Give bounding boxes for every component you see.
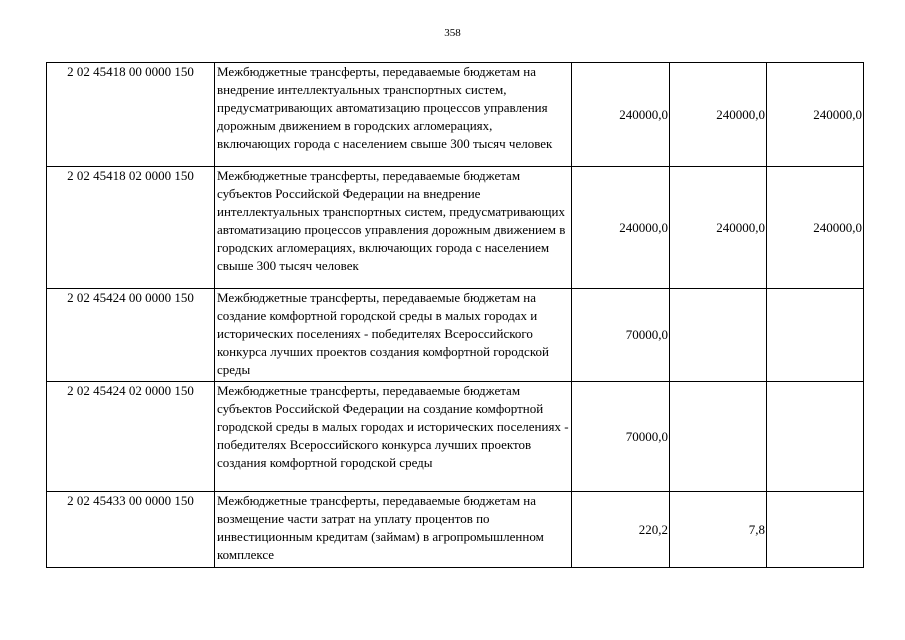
- amount-year-1: 70000,0: [572, 382, 670, 492]
- budget-classification-code: 2 02 45424 02 0000 150: [47, 382, 215, 492]
- revenue-description: Межбюджетные трансферты, передаваемые бюджетам субъектов Российской Федерации на создание комфортной городской среды в малых городах и исторических поселениях - победителях Всероссийского конкурса лучших проектов создания комфортной городской среды: [215, 382, 572, 492]
- table-row: [47, 382, 864, 492]
- table-row: [47, 289, 864, 382]
- amount-year-3: 240000,0: [767, 63, 864, 167]
- amount-year-3: [767, 289, 864, 382]
- revenue-description: Межбюджетные трансферты, передаваемые бюджетам на внедрение интеллектуальных транспортных систем, предусматривающих автоматизацию процессов управления дорожным движением в городских агломерациях, включающих города с населением свыше 300 тысяч человек: [215, 63, 572, 167]
- revenue-description: Межбюджетные трансферты, передаваемые бюджетам на создание комфортной городской среды в малых городах и исторических поселениях - победителях Всероссийского конкурса лучших проектов создания комфортной городской среды: [215, 289, 572, 382]
- amount-year-3: [767, 492, 864, 568]
- budget-classification-code: 2 02 45433 00 0000 150: [47, 492, 215, 568]
- revenue-description: Межбюджетные трансферты, передаваемые бюджетам на возмещение части затрат на уплату процентов по инвестиционным кредитам (займам) в агропромышленном комплексе: [215, 492, 572, 568]
- revenue-description: Межбюджетные трансферты, передаваемые бюджетам субъектов Российской Федерации на внедрение интеллектуальных транспортных систем, предусматривающих автоматизацию процессов управления дорожным движением в городских агломерациях, включающих города с населением свыше 300 тысяч человек: [215, 167, 572, 289]
- budget-classification-code: 2 02 45418 00 0000 150: [47, 63, 215, 167]
- amount-year-2: [670, 289, 767, 382]
- amount-year-2: 7,8: [670, 492, 767, 568]
- table-row: [47, 167, 864, 289]
- amount-year-2: 240000,0: [670, 167, 767, 289]
- amount-year-3: [767, 382, 864, 492]
- budget-revenue-table: [46, 62, 864, 568]
- amount-year-1: 240000,0: [572, 167, 670, 289]
- table-row: [47, 492, 864, 568]
- amount-year-1: 220,2: [572, 492, 670, 568]
- table-row: [47, 63, 864, 167]
- budget-classification-code: 2 02 45418 02 0000 150: [47, 167, 215, 289]
- amount-year-1: 240000,0: [572, 63, 670, 167]
- page-number: 358: [444, 27, 461, 39]
- amount-year-3: 240000,0: [767, 167, 864, 289]
- amount-year-2: 240000,0: [670, 63, 767, 167]
- amount-year-2: [670, 382, 767, 492]
- amount-year-1: 70000,0: [572, 289, 670, 382]
- budget-classification-code: 2 02 45424 00 0000 150: [47, 289, 215, 382]
